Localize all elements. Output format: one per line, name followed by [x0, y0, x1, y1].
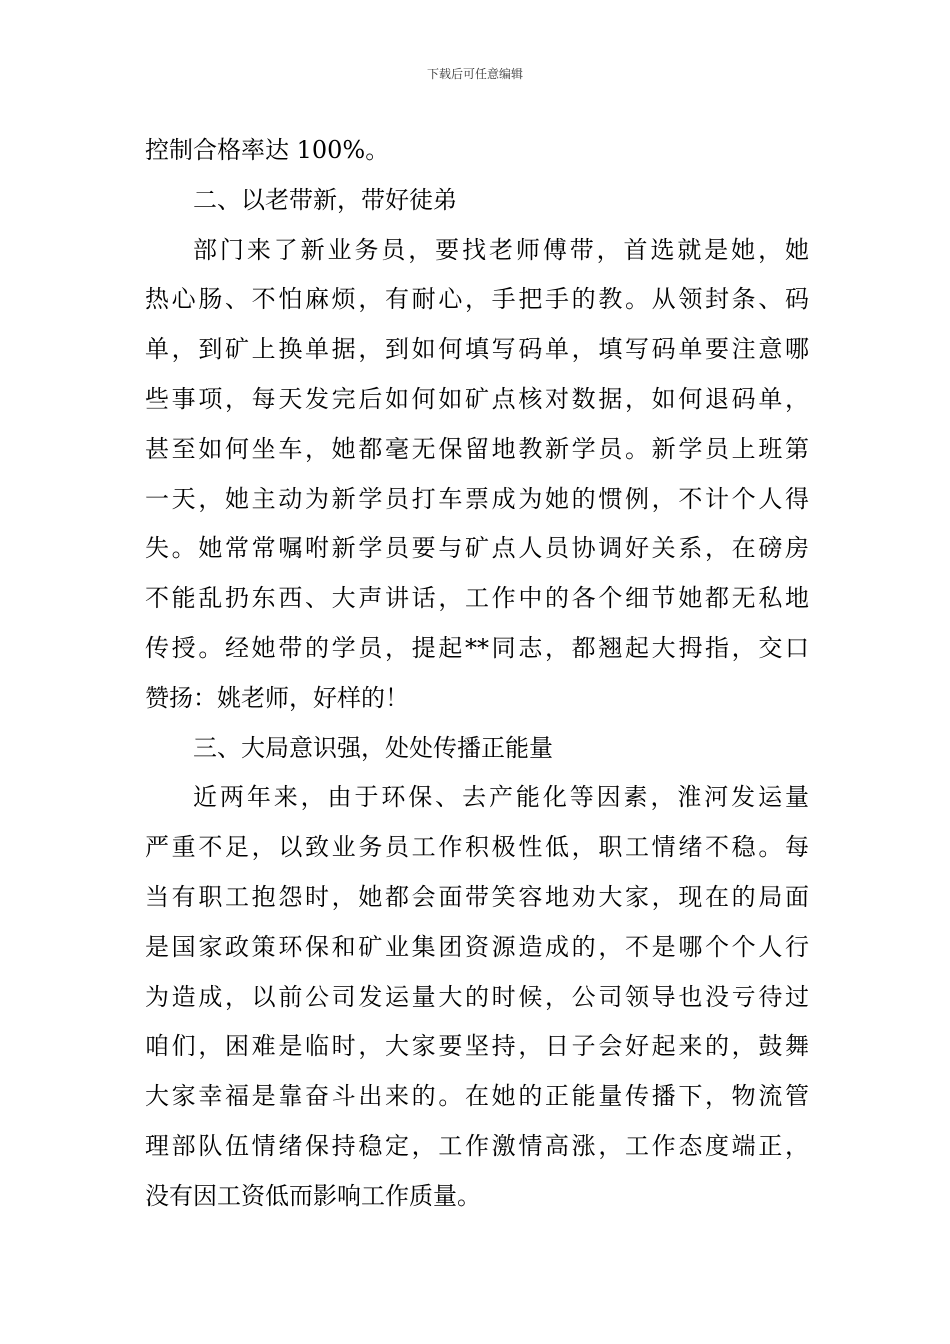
text-line: 不能乱扔东西、大声讲话，工作中的各个细节她都无私地: [145, 584, 809, 613]
document-body: [145, 126, 809, 1222]
section-heading: 三、大局意识强，处处传播正能量: [193, 733, 553, 762]
text-line: 甚至如何坐车，她都毫无保留地教新学员。新学员上班第: [145, 434, 809, 463]
text-line: 为造成，以前公司发运量大的时候，公司领导也没亏待过: [145, 982, 809, 1011]
section-heading: 二、以老带新，带好徒弟: [193, 185, 457, 214]
text-line: 没有因工资低而影响工作质量。: [145, 1181, 481, 1210]
text-line: 控制合格率达 100%。: [145, 136, 390, 164]
text-line: 些事项，每天发完后如何如矿点核对数据，如何退码单，: [145, 384, 809, 413]
text-line: 部门来了新业务员，要找老师傅带，首选就是她，她: [193, 235, 809, 264]
text-line: 咱们，困难是临时，大家要坚持，日子会好起来的，鼓舞: [145, 1032, 809, 1061]
text-line: 单，到矿上换单据，到如何填写码单，填写码单要注意哪: [145, 335, 809, 364]
text-line: 当有职工抱怨时，她都会面带笑容地劝大家，现在的局面: [145, 882, 809, 911]
page-header: 下载后可任意编辑: [426, 67, 523, 81]
text-line: 大家幸福是靠奋斗出来的。在她的正能量传播下，物流管: [145, 1082, 809, 1111]
text-line: 赞扬：姚老师，好样的！: [145, 683, 409, 712]
text-line: 失。她常常嘱咐新学员要与矿点人员协调好关系，在磅房: [145, 534, 809, 563]
text-line: 传授。经她带的学员，提起**同志，都翘起大拇指，交口: [145, 633, 809, 662]
text-line: 热心肠、不怕麻烦，有耐心，手把手的教。从领封条、码: [145, 285, 809, 314]
text-line: 理部队伍情绪保持稳定，工作激情高涨，工作态度端正，: [145, 1131, 809, 1160]
text-line: 是国家政策环保和矿业集团资源造成的，不是哪个个人行: [145, 932, 809, 961]
text-line: 近两年来，由于环保、去产能化等因素，淮河发运量: [193, 783, 809, 812]
text-line: 一天，她主动为新学员打车票成为她的惯例，不计个人得: [145, 484, 809, 513]
text-line: 严重不足，以致业务员工作积极性低，职工情绪不稳。每: [145, 833, 809, 862]
